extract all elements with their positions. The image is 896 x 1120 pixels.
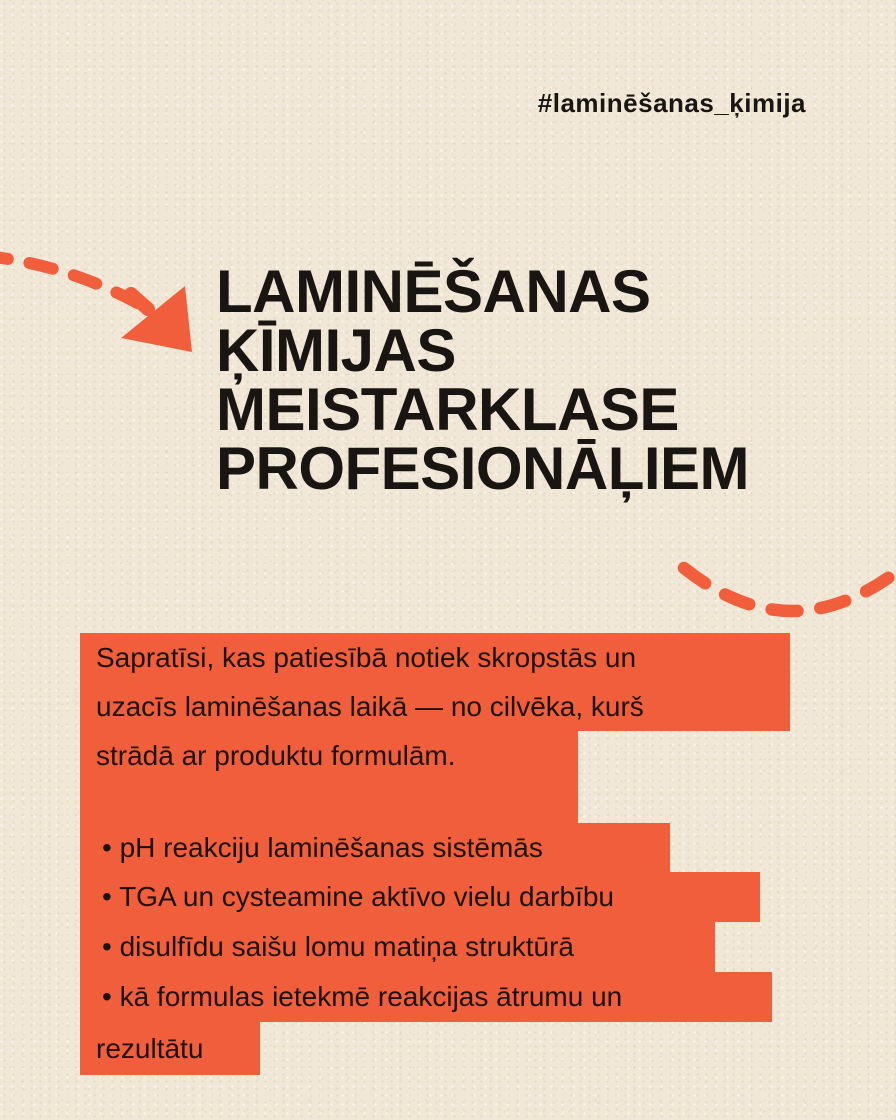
bullet-item: • TGA un cysteamine aktīvo vielu darbību <box>80 872 760 922</box>
intro-line: Sapratīsi, kas patiesībā notiek skropstās un <box>80 633 790 682</box>
page-title <box>216 258 750 502</box>
title-line-3: MEISTARKLASE <box>216 376 679 443</box>
bullet-item: • disulfīdu saišu lomu matiņa struktūrā <box>80 922 715 972</box>
title-line-1: LAMINĒŠANAS <box>216 258 651 325</box>
hashtag-label: #laminēšanas_ķimija <box>537 88 806 118</box>
dashed-arrow-icon <box>0 228 230 383</box>
highlight-text-block <box>80 633 790 1075</box>
title-line-2: ĶĪMIJAS <box>216 317 456 384</box>
intro-line: uzacīs laminēšanas laikā — no cilvēka, kurš <box>80 682 790 731</box>
intro-line: strādā ar produktu formulām. <box>80 731 578 780</box>
bullet-item: • kā formulas ietekmē reakcijas ātrumu un <box>80 972 772 1022</box>
title-line-4: PROFESIONĀĻIEM <box>216 435 750 502</box>
highlight-spacer <box>80 780 578 823</box>
bullet-item: • pH reakciju laminēšanas sistēmās <box>80 823 670 872</box>
bullet-item-continuation: rezultātu <box>80 1022 260 1075</box>
